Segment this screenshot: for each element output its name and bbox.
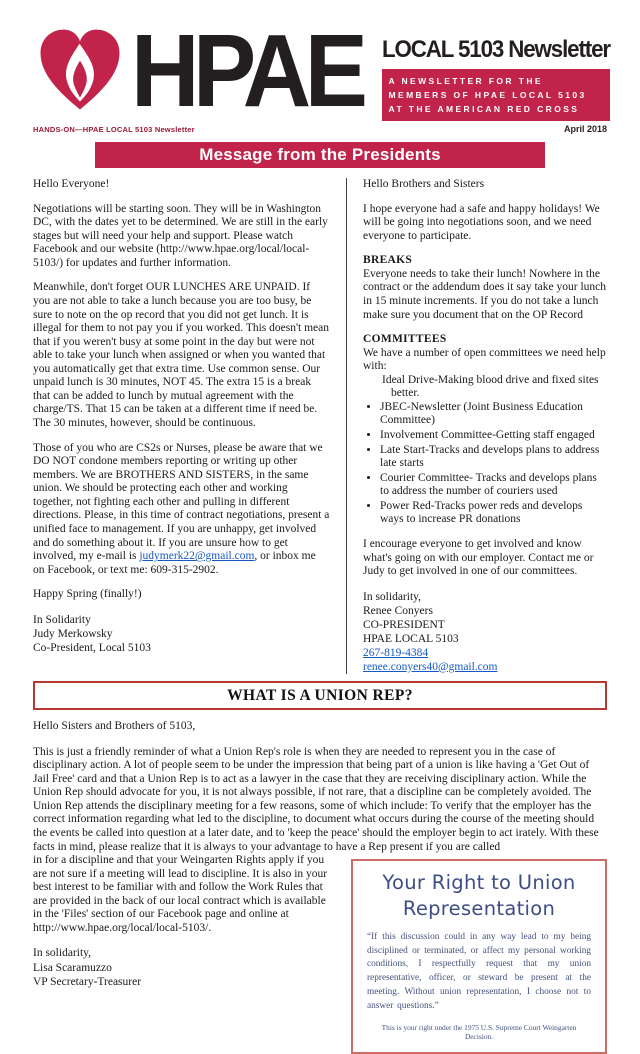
issue-date: April 2018 bbox=[563, 124, 607, 135]
committee-item-ideal-drive: Ideal Drive-Making blood drive and fixed sites better. bbox=[382, 373, 599, 400]
left-signature-title: Co-President, Local 5103 bbox=[33, 641, 151, 654]
right-greeting: Hello Brothers and Sisters bbox=[363, 178, 485, 191]
right-signature-name: Renee Conyers bbox=[363, 604, 433, 617]
left-signature-name: Judy Merkowsky bbox=[33, 627, 113, 640]
breaks-heading: BREAKS bbox=[363, 254, 413, 267]
section-banner-presidents-message: Message from the Presidents bbox=[95, 142, 545, 168]
right-signature-block bbox=[363, 590, 607, 674]
newsletter-title: LOCAL 5103 Newsletter bbox=[381, 36, 610, 63]
column-divider bbox=[346, 178, 347, 674]
union-representation-rights-box bbox=[351, 859, 607, 1054]
left-signature-block bbox=[33, 613, 330, 655]
union-rep-section bbox=[0, 681, 640, 1054]
issue-label: HANDS-ON—HPAE LOCAL 5103 Newsletter bbox=[33, 125, 195, 135]
renee-email-link[interactable]: renee.conyers40@gmail.com bbox=[363, 660, 498, 673]
paragraph-holidays: I hope everyone had a safe and happy holidays! We will be going into negotiations soon, and we need everyone to participate. bbox=[363, 202, 600, 242]
committee-list bbox=[363, 401, 607, 527]
committee-item: • Involvement Committee-Getting staff engaged bbox=[380, 429, 607, 443]
committee-item: • Power Red-Tracks power reds and develops ways to increase PR donations bbox=[380, 500, 607, 527]
left-signoff: In Solidarity bbox=[33, 613, 91, 626]
paragraph-encourage: I encourage everyone to get involved and know what's going on with our employer. Contact me or Judy to get involved in one of our committees. bbox=[363, 537, 594, 578]
right-signature-title: CO-PRESIDENT bbox=[363, 618, 445, 631]
heart-flame-icon bbox=[33, 24, 127, 118]
committee-item: • Late Start-Tracks and develops plans to address late starts bbox=[380, 444, 607, 471]
paragraph-members-text-after: , or inbox me on Facebook, or text me: 609-315-2902. bbox=[33, 550, 316, 576]
brand-row bbox=[33, 13, 610, 128]
left-greeting: Hello Everyone! bbox=[33, 178, 110, 191]
newsletter-tagline: A NEWSLETTER FOR THE MEMBERS OF HPAE LOCAL 5103 AT THE AMERICAN RED CROSS bbox=[382, 69, 610, 121]
presidents-message-section bbox=[0, 168, 640, 674]
union-rep-heading-box bbox=[33, 681, 607, 710]
union-rep-greeting: Hello Sisters and Brothers of 5103, bbox=[33, 720, 196, 733]
union-rep-signature-title: VP Secretary-Treasurer bbox=[33, 975, 142, 988]
union-rep-heading: WHAT IS A UNION REP? bbox=[227, 686, 413, 704]
paragraph-lunches: Meanwhile, don't forget OUR LUNCHES ARE UNPAID. If you are not able to take a lunch because you are too busy, be sure to note on the op record that you did not get lunch. It is illegal for them to not pay you if you worked. This doesn't mean that if you weren't busy at some point in the day but were not able to take your lunch when assigned or when you wanted that you automatically get that extra time. Use common sense. Our unpaid lunch is 30 minutes, NOT 45. The extra 15 is a break that can be added to lunch by mutual agreement with the charge/TS. That 15 can be taken at a different time if need be. The 30 minutes, however, should be continuous. bbox=[33, 281, 330, 430]
right-signoff: In solidarity, bbox=[363, 590, 422, 603]
committees-intro: We have a number of open committees we need help with: bbox=[363, 346, 606, 373]
brand-title: HPAE bbox=[131, 13, 362, 128]
union-rep-paragraph: This is just a friendly reminder of what a Union Rep's role is when they are needed to represent you in the case of disciplinary action. A lot of people seem to be under the impression that being part of a union is like having a 'Get Out of Jail Free' card and that a Union Rep is to act as a lawyer in the case that they are receiving disciplinary action. While the Union Rep should advocate for you, it is not always possible, if not rare, that a discipline can be completely avoided. The Union Rep attends the disciplinary meeting for a few reasons, some of which include: To verify that the employer has the correct information regarding what led to the discipline, to document what occurs during the course of the meeting should the events be called into question at a later date, and to 'keep the peace' should the employer begin to act irately. With these facts in mind, please realize that it is always to your advantage to have a Rep present if you are called bbox=[33, 745, 599, 853]
committee-item: • Courier Committee- Tracks and develops plans to address the number of couriers used bbox=[380, 472, 607, 499]
paragraph-members-text: Those of you who are CS2s or Nurses, please be aware that we DO NOT condone members reporting or writing up other members. We are BROTHERS AND SISTERS, in the same union. We should be protecting each other and working together, not fighting each other and pulling in different directions. Please, in this time of contract negotiations, present a unified face to management. If you are unhappy, get involved and do something about it. If you are unsure how to get involved, my e-mail is bbox=[33, 441, 330, 563]
paragraph-members bbox=[33, 442, 330, 578]
union-rep-wrap-left bbox=[33, 854, 335, 1054]
committee-item: • JBEC-Newsletter (Joint Business Education Committee) bbox=[380, 401, 607, 428]
union-rep-wrap-row bbox=[33, 854, 607, 1054]
union-rep-signoff: In solidarity, bbox=[33, 947, 92, 960]
masthead-right bbox=[382, 24, 610, 121]
judy-email-link[interactable]: judymerk22@gmail.com bbox=[139, 550, 255, 563]
union-rep-signature-name: Lisa Scaramuzzo bbox=[33, 961, 112, 974]
rights-box-quote: “If this discussion could in any way lead to my being disciplined or terminated, or affect my personal working conditions, I respectfully request that my union representative, officer, or steward be present at the meeting. Without union representation, I choose not to answer questions.” bbox=[367, 931, 591, 1012]
masthead bbox=[0, 0, 640, 134]
left-column bbox=[33, 178, 330, 674]
rights-box-title: Your Right to Union Representation bbox=[382, 871, 576, 920]
right-signature-org: HPAE LOCAL 5103 bbox=[363, 632, 459, 645]
paragraph-negotiations: Negotiations will be starting soon. They will be in Washington DC, with the dates yet to be determined. We are still in the early stages but will need your help and support. Please watch Facebook and our website (http://www.hpae.org/local/local-5103/) for updates and further information. bbox=[33, 202, 328, 269]
closing-line: Happy Spring (finally!) bbox=[33, 588, 142, 601]
union-rep-signature-block bbox=[33, 946, 335, 988]
rights-box-footnote: This is your right under the 1975 U.S. Supreme Court Weingarten Decision. bbox=[381, 1023, 577, 1041]
renee-phone-link[interactable]: 267-819-4384 bbox=[363, 646, 429, 659]
right-column bbox=[363, 178, 607, 674]
committees-heading: COMMITTEES bbox=[363, 333, 447, 346]
union-rep-paragraph-continued: in for a discipline and that your Weingarten Rights apply if you are not sure if a meeting will lead to discipline. It is also in your best interest to be familiar with and follow the Work Rules that are provided in the back of our local contract which is available in the 'Files' section of our Facebook page and online at http://www.hpae.org/local/local-5103/. bbox=[33, 854, 328, 934]
paragraph-breaks: Everyone needs to take their lunch! Nowhere in the contract or the addendum does it say take your lunch in 15 minute increments. If you do not take a lunch make sure you document that on the OP Record bbox=[363, 267, 607, 321]
